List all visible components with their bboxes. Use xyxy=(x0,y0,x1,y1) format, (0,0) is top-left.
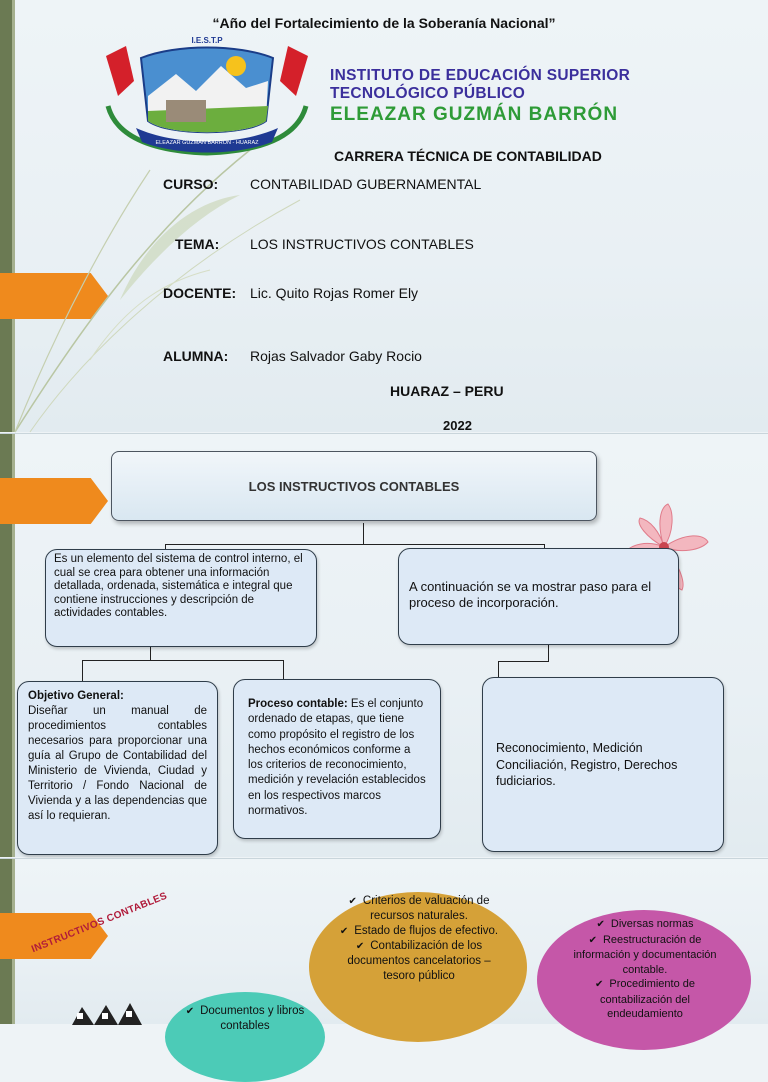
logo-top-text: I.E.S.T.P xyxy=(191,36,223,45)
topic-label: TEMA: xyxy=(175,236,220,252)
list-item: ✔ Documentos y libros contables xyxy=(184,1004,306,1034)
objective-text: Diseñar un manual de procedimientos contables necesarios para proporcionar una guía al Grupo de Contabilidad del Ministerio de Vivienda, Ciudad y Territorio / Fondo Nacional de Vivienda y a las dependencias que así lo requieran. xyxy=(28,705,207,822)
orange-arrow-tab xyxy=(0,478,108,524)
course-label: CURSO: xyxy=(163,176,219,192)
connector-line xyxy=(165,544,545,545)
teacher-value: Lic. Quito Rojas Romer Ely xyxy=(250,285,419,301)
decorative-film-strip xyxy=(72,999,152,1025)
process-text: Es el conjunto ordenado de etapas, que tiene como propósito el registro de los hechos económicos conforme a los criterios de reconocimiento, medición y revelación establecidos en los respectivos marcos normativos. xyxy=(248,698,426,818)
institute-line-2: TECNOLÓGICO PÚBLICO xyxy=(330,85,526,102)
year: 2022 xyxy=(443,418,472,433)
list-item: ✔ Contabilización de los documentos cancelatorios – tesoro público xyxy=(339,939,499,984)
list-item: ✔ Reestructuración de información y documentación contable. xyxy=(566,933,724,978)
cover-page xyxy=(0,0,768,432)
connector-line xyxy=(82,660,83,681)
diagram-page xyxy=(0,433,768,857)
career-title: CARRERA TÉCNICA DE CONTABILIDAD xyxy=(334,148,602,164)
continuation-text: A continuación se va mostrar paso para el proceso de incorporación. xyxy=(409,579,652,610)
course-value: CONTABILIDAD GUBERNAMENTAL xyxy=(250,176,482,192)
connector-line xyxy=(82,660,284,661)
recognition-text: Reconocimiento, Medición Conciliación, Registro, Derechos fudiciarios. xyxy=(496,741,678,788)
list-item: ✔ Procedimiento de contabilización del endeudamiento xyxy=(566,977,724,1022)
institute-name: ELEAZAR GUZMÁN BARRÓN xyxy=(330,104,619,125)
teacher-label: DOCENTE: xyxy=(163,285,237,301)
objective-box xyxy=(17,681,218,855)
topic-value: LOS INSTRUCTIVOS CONTABLES xyxy=(250,236,474,252)
logo-bottom-text: ELEAZAR GUZMÁN BARRÓN - HUARAZ xyxy=(155,140,259,146)
connector-line xyxy=(498,661,499,677)
objective-label: Objetivo General: xyxy=(28,690,124,702)
connector-line xyxy=(283,660,284,679)
year-motto: “Año del Fortalecimiento de la Soberanía Nacional” xyxy=(212,15,556,31)
curved-title: INSTRUCTIVOS CONTABLES xyxy=(30,890,169,956)
connector-line xyxy=(548,645,549,661)
teal-circle-list xyxy=(184,1004,306,1034)
student-value: Rojas Salvador Gaby Rocio xyxy=(250,348,422,364)
definition-text: Es un elemento del sistema de control interno, el cual se crea para obtener una información detallada, ordenada, sistemática e integral que contiene instrucciones y descripción de actividades contables. xyxy=(54,553,303,619)
connector-line xyxy=(150,647,151,660)
institute-line-1: INSTITUTO DE EDUCACIÓN SUPERIOR xyxy=(330,67,631,84)
pink-circle-list xyxy=(566,917,724,1022)
list-item: ✔ Estado de flujos de efectivo. xyxy=(339,924,499,939)
connector-line xyxy=(363,523,364,544)
summary-page xyxy=(0,858,768,1032)
process-label: Proceso contable: xyxy=(248,698,348,710)
list-item: ✔ Criterios de valuación de recursos naturales. xyxy=(339,894,499,924)
city: HUARAZ – PERU xyxy=(390,383,504,399)
connector-line xyxy=(498,661,549,662)
recognition-box xyxy=(482,677,724,852)
diagram-title-box: LOS INSTRUCTIVOS CONTABLES xyxy=(111,451,597,521)
continuation-box xyxy=(398,548,679,645)
yellow-circle-list xyxy=(339,894,499,984)
student-label: ALUMNA: xyxy=(163,348,229,364)
institute-logo xyxy=(96,36,318,154)
list-item: ✔ Diversas normas xyxy=(566,917,724,933)
process-box xyxy=(233,679,441,839)
definition-box xyxy=(45,549,317,647)
